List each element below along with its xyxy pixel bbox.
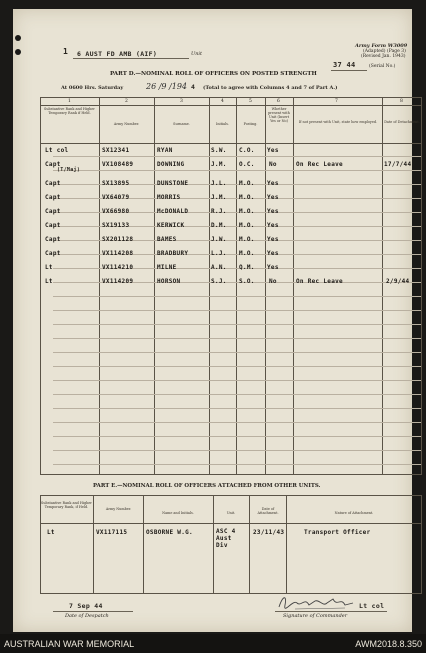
commander-signature (275, 593, 359, 613)
e-col-line (93, 495, 94, 594)
cell-surname: HORSON (157, 278, 181, 285)
col-line (40, 97, 41, 475)
cell-initials: S.J. (211, 278, 227, 285)
ruled-line (53, 366, 421, 367)
cell-posting: M.O. (239, 180, 255, 187)
cell-initials: A.N. (211, 264, 227, 271)
cell-present: Yes (267, 250, 279, 257)
col-number: 2 (125, 99, 128, 104)
punch-hole (15, 35, 21, 41)
e-header-unit: Unit. (226, 511, 236, 515)
cell-posting: S.O. (239, 278, 255, 285)
cell-initials: J.M. (211, 161, 227, 168)
ruled-line (53, 170, 421, 171)
form-id-line1: Army Form W3009 (355, 43, 408, 49)
e-header-date: Date of Attachment. (257, 507, 279, 515)
cell-date: 2/9/44 (386, 278, 410, 285)
ruled-line (53, 324, 421, 325)
cell-initials: J.M. (211, 194, 227, 201)
cell-rank: Capt (45, 250, 61, 257)
cell-number: VX108489 (102, 161, 134, 168)
cell-rank: Capt (45, 161, 61, 168)
table-bottom (40, 474, 421, 475)
cell-initials: S.W. (211, 147, 227, 154)
cell-posting: C.O. (239, 147, 255, 154)
cell-surname: BAMES (157, 236, 177, 243)
archive-accession: AWM2018.8.350 (355, 639, 422, 649)
cell-surname: MORRIS (157, 194, 181, 201)
col-number: 6 (277, 99, 280, 104)
form-sheet (13, 9, 420, 632)
cell-posting: M.O. (239, 208, 255, 215)
e-col-line (421, 495, 422, 594)
table-header-bottom (40, 143, 421, 144)
date-suffix: (Total to agree with Columns 4 and 7 of Part A.) (203, 85, 338, 91)
col-header-army-number: Army Number. (113, 122, 140, 126)
col-number: 4 (221, 99, 224, 104)
col-header-initials: Initials. (216, 122, 229, 126)
serial-number: 37 44 (333, 61, 356, 69)
cell-posting: M.O. (239, 222, 255, 229)
cell-surname: McDONALD (157, 208, 189, 215)
ruled-line (53, 408, 421, 409)
e-header-name: Name and Initials. (162, 511, 194, 515)
col-number: 7 (335, 99, 338, 104)
col-number: 1 (68, 99, 71, 104)
cell-number: SX12341 (102, 147, 130, 154)
cell-surname: DUNSTONE (157, 180, 189, 187)
ruled-line (53, 422, 421, 423)
e-header-nature: Nature of Attachment. (334, 511, 374, 515)
e-cell-name: OSBORNE W.G. (146, 529, 193, 536)
col-header-rank: Substantive Rank and Higher Temporary Rank if Held. (44, 107, 95, 115)
despatch-label: Date of Despatch (65, 613, 109, 619)
col-line (265, 97, 266, 475)
ruled-line (53, 436, 421, 437)
col-line (236, 97, 237, 475)
cell-present: Yes (267, 180, 279, 187)
cell-rank: Lt col (45, 147, 69, 154)
table-top (40, 97, 421, 98)
e-col-line (213, 495, 214, 594)
part-e-top (40, 495, 421, 496)
col-number: 3 (180, 99, 183, 104)
col-line (209, 97, 210, 475)
col-line (382, 97, 383, 475)
serial-underline (331, 70, 367, 71)
cell-surname: MILNE (157, 264, 177, 271)
cell-surname: BRADBURY (157, 250, 189, 257)
unit-prefix: 1 (63, 47, 69, 56)
cell-initials: R.J. (211, 208, 227, 215)
e-cell-rank: Lt (47, 529, 55, 536)
part-e-title: PART E.—NOMINAL ROLL OF OFFICERS ATTACHED FROM OTHER UNITS. (93, 483, 321, 489)
unit-name: 6 AUST FD AMB (AIF) (77, 50, 158, 58)
cell-posting: M.O. (239, 250, 255, 257)
cell-rank: Capt (45, 236, 61, 243)
cell-number: VX114208 (102, 250, 134, 257)
part-e-header-bottom (40, 523, 421, 524)
ruled-line (53, 156, 421, 157)
cell-number: SX19133 (102, 222, 130, 229)
despatch-underline (53, 611, 133, 612)
cell-present: No (269, 278, 277, 285)
ruled-line (53, 450, 421, 451)
e-header-army-number: Army Number. (105, 507, 132, 511)
col-line (421, 97, 422, 475)
col-header-detachment: Date of Detachment. (384, 120, 420, 124)
cell-rank: Capt (45, 194, 61, 201)
cell-present: Yes (267, 208, 279, 215)
col-line (154, 97, 155, 475)
ruled-line (53, 296, 421, 297)
ruled-line (53, 310, 421, 311)
commander-underline (275, 611, 387, 612)
cell-rank-temporary: (T/Maj) (57, 167, 81, 173)
cell-present: No (269, 161, 277, 168)
e-cell-date: 23/11/43 (253, 529, 285, 536)
e-col-line (143, 495, 144, 594)
cell-rank: Lt (45, 264, 53, 271)
despatch-date: 7 Sep 44 (69, 602, 103, 610)
cell-employed: On Rec Leave (296, 278, 343, 285)
cell-number: VX66980 (102, 208, 130, 215)
cell-rank: Lt (45, 278, 53, 285)
col-header-posting: Posting. (243, 122, 258, 126)
commander-label: Signature of Commander (283, 613, 348, 619)
cell-posting: Q.M. (239, 264, 255, 271)
ruled-line (53, 464, 421, 465)
cell-surname: RYAN (157, 147, 173, 154)
cell-surname: DOWNING (157, 161, 185, 168)
unit-underline (73, 58, 189, 59)
e-cell-nature: Transport Officer (304, 529, 371, 536)
table-colnum-line (40, 105, 421, 106)
cell-initials: D.M. (211, 222, 227, 229)
ruled-line (53, 394, 421, 395)
cell-initials: J.L. (211, 180, 227, 187)
cell-rank: Capt (45, 222, 61, 229)
form-id-line2: (Adapted) (Page 3) (363, 49, 406, 54)
cell-posting: M.O. (239, 194, 255, 201)
cell-rank: Capt (45, 180, 61, 187)
cell-present: Yes (267, 147, 279, 154)
cell-number: VX114210 (102, 264, 134, 271)
cell-posting: O.C. (239, 161, 255, 168)
e-header-rank: Substantive Rank and Higher Temporary Rank, if Held. (41, 501, 92, 509)
cell-present: Yes (267, 222, 279, 229)
col-number: 5 (249, 99, 252, 104)
ruled-line (53, 338, 421, 339)
form-id-line3: (Revised Jan. 1943) (361, 54, 406, 59)
col-line (293, 97, 294, 475)
e-col-line (40, 495, 41, 594)
cell-number: VX64079 (102, 194, 130, 201)
part-e-bottom (40, 593, 421, 594)
archive-footer (0, 634, 426, 653)
date-value: 26 /9 /194 (146, 82, 188, 91)
e-col-line (249, 495, 250, 594)
cell-number: SX201128 (102, 236, 134, 243)
date-prefix: At 0600 Hrs. Saturday (61, 85, 124, 91)
cell-date: 17/7/44 (384, 161, 412, 168)
date-year: 4 (191, 83, 196, 91)
ruled-line (53, 352, 421, 353)
unit-label: Unit (191, 51, 203, 57)
cell-rank: Capt (45, 208, 61, 215)
cell-present: Yes (267, 194, 279, 201)
punch-hole (15, 49, 21, 55)
part-d-title: PART D.—NOMINAL ROLL OF OFFICERS ON POSTED STRENGTH (110, 71, 317, 77)
serial-label: (Serial No.) (369, 64, 396, 69)
col-number: 8 (400, 99, 403, 104)
commander-rank: Lt col (359, 602, 385, 610)
e-col-line (286, 495, 287, 594)
e-cell-unit: ASC 4 Aust Div (216, 528, 236, 549)
cell-posting: M.O. (239, 236, 255, 243)
cell-number: SX13895 (102, 180, 130, 187)
cell-initials: L.J. (211, 250, 227, 257)
col-line (99, 97, 100, 475)
col-header-surname: Surname. (173, 122, 190, 126)
col-header-employed: If not present with Unit, state how employed. (298, 120, 378, 124)
cell-present: Yes (267, 264, 279, 271)
archive-name: AUSTRALIAN WAR MEMORIAL (4, 639, 135, 649)
e-cell-number: VX117115 (96, 529, 128, 536)
cell-surname: KERWICK (157, 222, 185, 229)
col-header-present: Whether present with Unit (Insert Yes or No) (268, 107, 290, 123)
ruled-line (53, 380, 421, 381)
cell-number: VX114209 (102, 278, 134, 285)
cell-present: Yes (267, 236, 279, 243)
cell-initials: J.W. (211, 236, 227, 243)
cell-employed: On Rec Leave (296, 161, 343, 168)
